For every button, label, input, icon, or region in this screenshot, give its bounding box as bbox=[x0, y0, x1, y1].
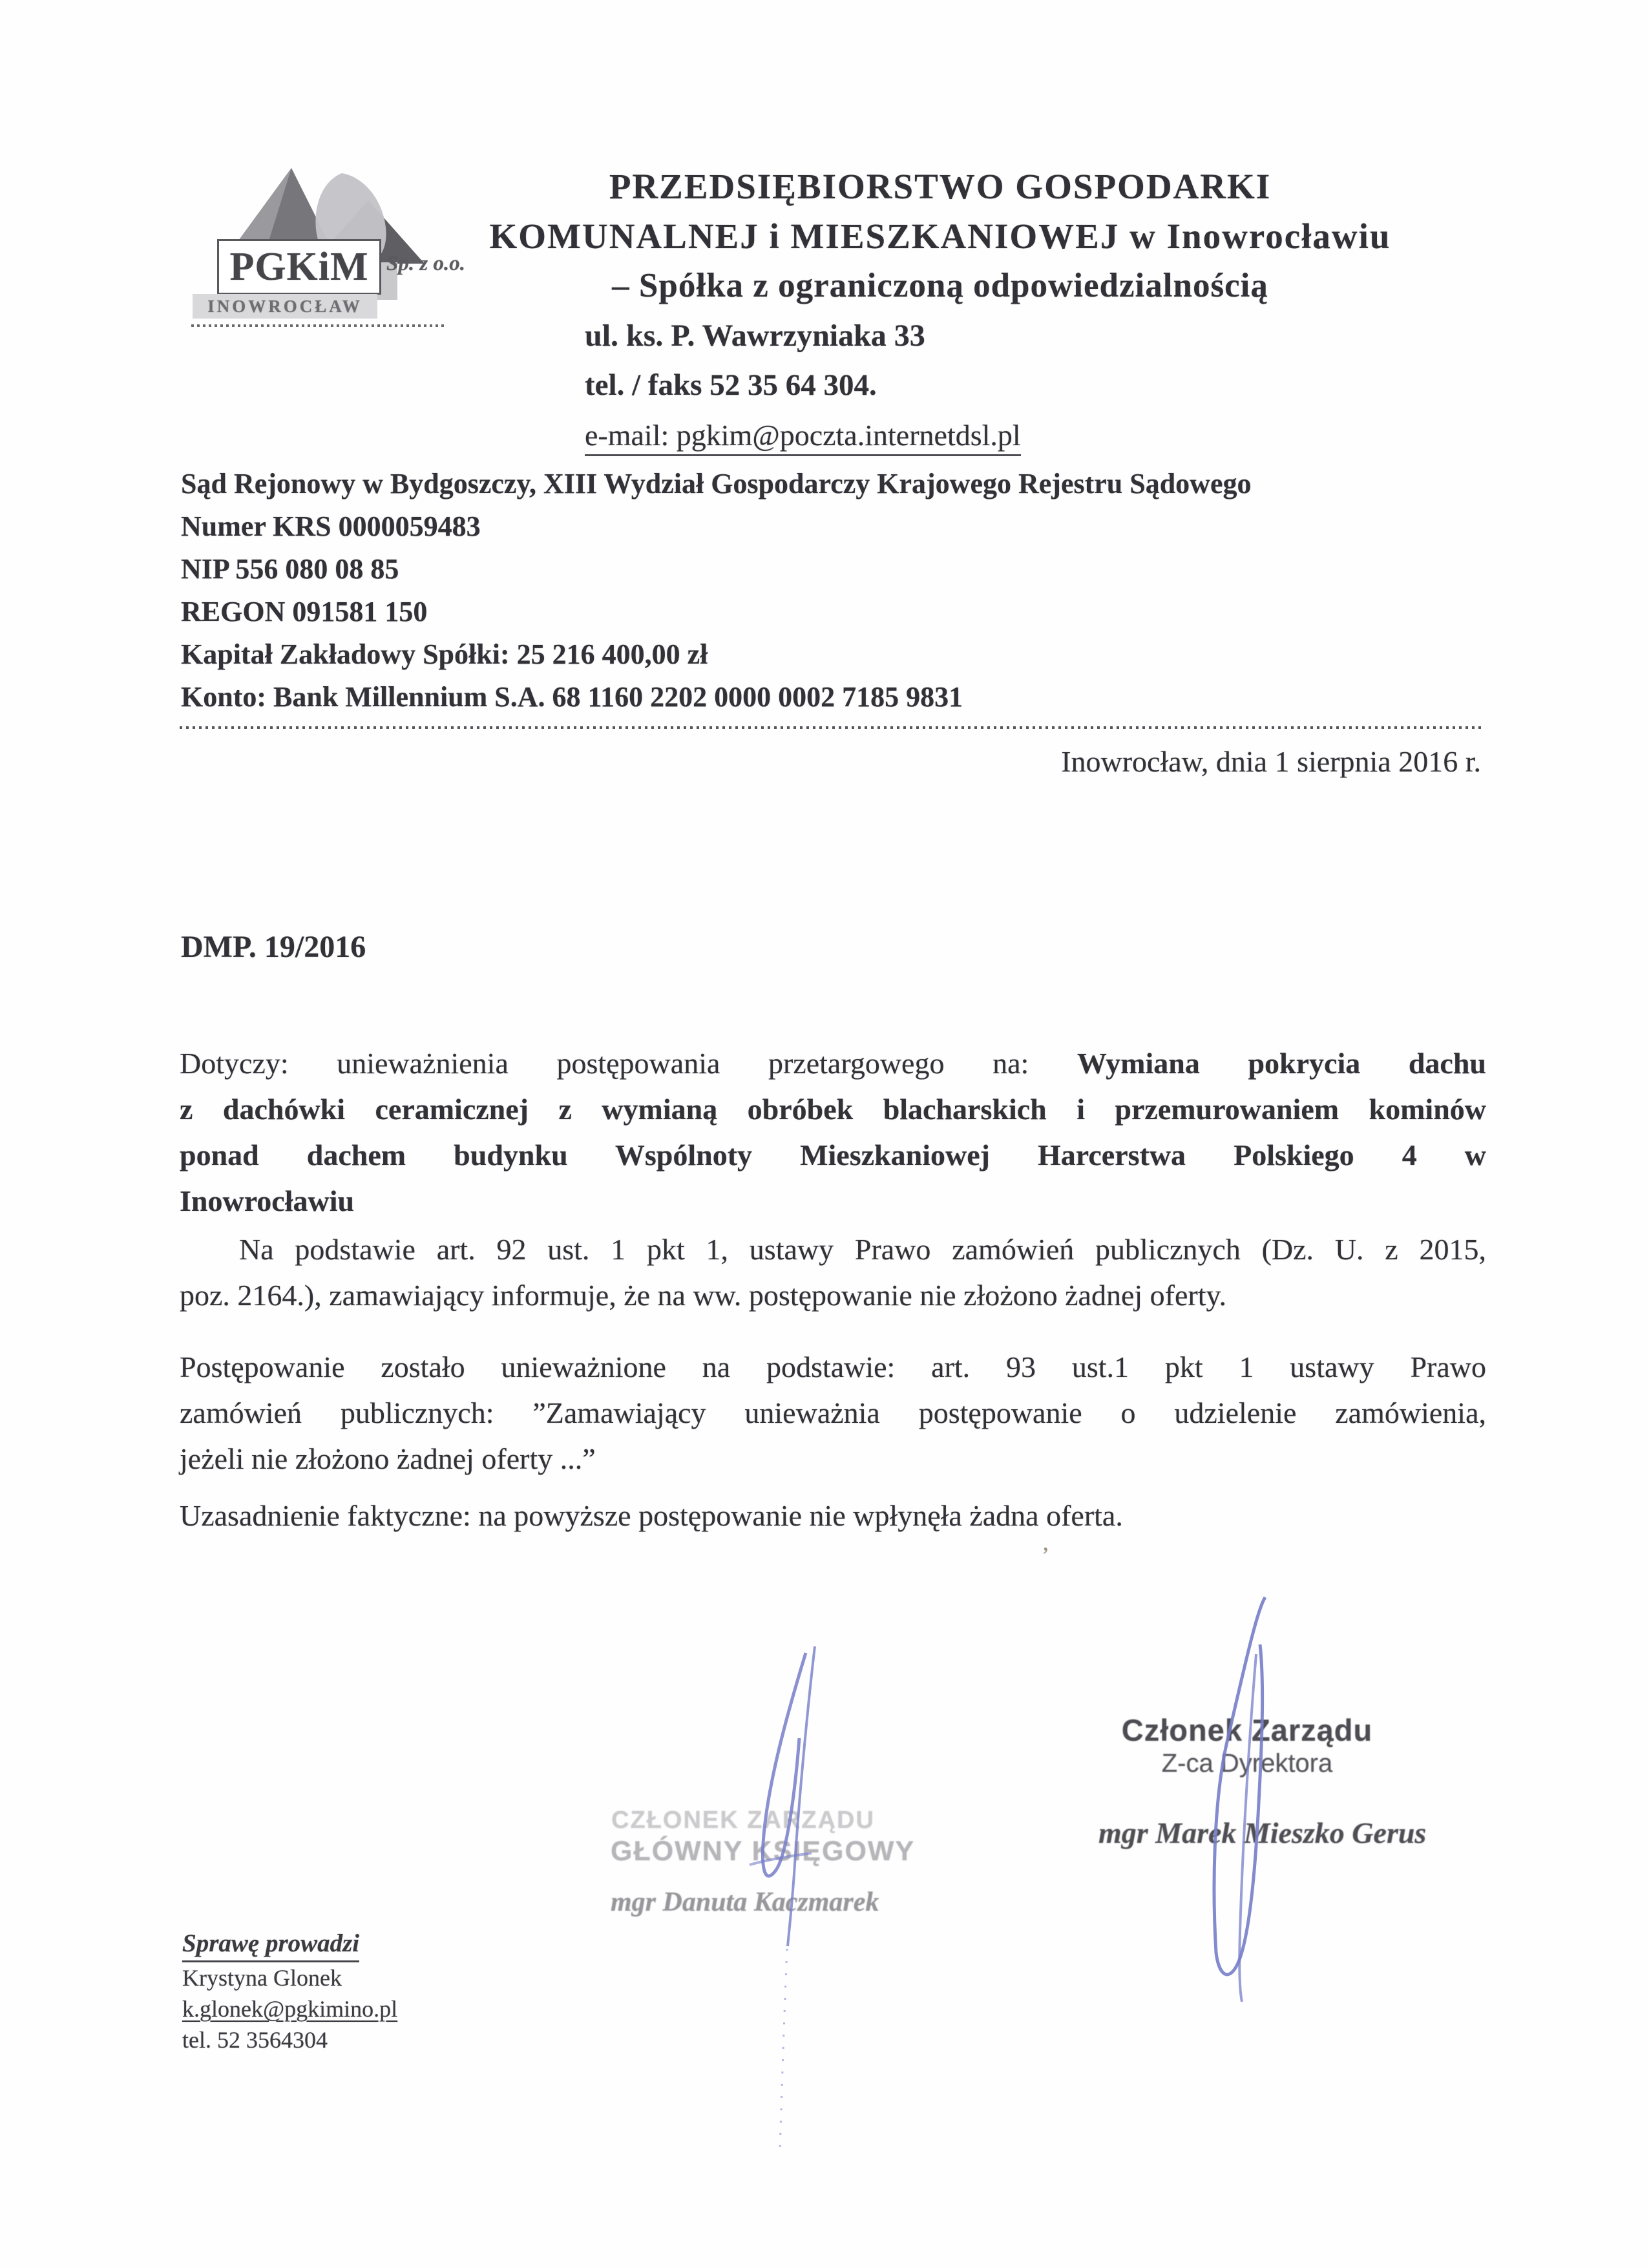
paragraph-justification: Uzasadnienie faktyczne: na powyższe postępowanie nie wpłynęła żadna oferta. bbox=[180, 1499, 1123, 1532]
company-name-line1: PRZEDSIĘBIORSTWO GOSPODARKI bbox=[609, 167, 1272, 206]
logo-suffix: Sp. z o.o. bbox=[386, 252, 465, 275]
registry-court: Sąd Rejonowy w Bydgoszczy, XIII Wydział Gospodarczy Krajowego Rejestru Sądowego bbox=[181, 468, 1252, 499]
letterhead bbox=[452, 162, 1428, 460]
registry-nip: NIP 556 080 08 85 bbox=[181, 553, 399, 585]
company-email bbox=[585, 410, 1428, 460]
logo-brand-text: PGKiM bbox=[229, 244, 369, 289]
stamp-title-line1: CZŁONEK ZARZĄDU bbox=[611, 1807, 875, 1834]
paragraph-annulment bbox=[180, 1344, 1486, 1482]
case-handler-email: k.glonek@pgkimino.pl bbox=[182, 1996, 398, 2022]
dotted-divider bbox=[180, 726, 1482, 729]
registry-capital: Kapitał Zakładowy Spółki: 25 216 400,00 zł bbox=[181, 638, 708, 670]
date-line: Inowrocław, dnia 1 sierpnia 2016 r. bbox=[1061, 745, 1481, 778]
company-email-text: e-mail: pgkim@poczta.internetdsl.pl bbox=[585, 417, 1021, 456]
registry-krs: Numer KRS 0000059483 bbox=[181, 510, 481, 542]
paragraph-legal-basis bbox=[180, 1226, 1486, 1318]
logo-divider bbox=[191, 324, 445, 327]
subject-line bbox=[180, 1040, 1486, 1086]
case-handler-heading: Sprawę prowadzi bbox=[182, 1928, 359, 1962]
pgkim-logo bbox=[180, 154, 470, 335]
subject-bold-start: Wymiana pokrycia dachu bbox=[1077, 1047, 1486, 1080]
stamp-title-line2: Z-ca Dyrektora bbox=[1161, 1749, 1333, 1778]
paragraph-line: zamówień publicznych: ”Zamawiający unieważnia postępowanie o udzielenie zamówienia, bbox=[180, 1396, 1486, 1429]
registry-bank-account: Konto: Bank Millennium S.A. 68 1160 2202 0000 0002 7185 9831 bbox=[181, 681, 963, 713]
case-handler-name: Krystyna Glonek bbox=[182, 1965, 342, 1991]
subject-prefix: Dotyczy: unieważnienia postępowania przetargowego na: bbox=[180, 1047, 1029, 1080]
paragraph-line: poz. 2164.), zamawiający informuje, że na ww. postępowanie nie złożono żadnej oferty. bbox=[180, 1279, 1227, 1312]
company-name-line3: – Spółka z ograniczoną odpowiedzialnością bbox=[612, 267, 1268, 304]
stamp-title-line2: GŁÓWNY KSIĘGOWY bbox=[611, 1836, 916, 1867]
subject-line: z dachówki ceramicznej z wymianą obróbek blacharskich i przemurowaniem kominów bbox=[180, 1093, 1486, 1126]
subject-paragraph bbox=[180, 1040, 1486, 1224]
paragraph-line: jeżeli nie złożono żadnej oferty ...” bbox=[180, 1442, 596, 1475]
paragraph-line: Postępowanie zostało unieważnione na podstawie: art. 93 ust.1 pkt 1 ustawy Prawo bbox=[180, 1350, 1486, 1383]
chief-accountant-stamp bbox=[611, 1807, 916, 1918]
company-address: ul. ks. P. Wawrzyniaka 33 bbox=[585, 319, 925, 353]
stamp-person-name: mgr Marek Mieszko Gerus bbox=[1098, 1816, 1427, 1849]
registry-regon: REGON 091581 150 bbox=[181, 596, 428, 627]
company-phone: tel. / faks 52 35 64 304. bbox=[585, 368, 877, 402]
reference-number: DMP. 19/2016 bbox=[181, 930, 366, 964]
case-handler-phone: tel. 52 3564304 bbox=[182, 2027, 328, 2053]
case-handler-block bbox=[182, 1928, 397, 2055]
logo-brand-box bbox=[217, 239, 381, 295]
subject-line: Inowrocławiu bbox=[180, 1184, 355, 1217]
registry-block bbox=[181, 463, 1499, 719]
stamp-title-line1: Członek Zarządu bbox=[1121, 1713, 1373, 1747]
company-name-line2: KOMUNALNEJ i MIESZKANIOWEJ w Inowrocławiu bbox=[489, 216, 1391, 256]
logo-city: INOWROCŁAW bbox=[193, 294, 377, 319]
board-member-stamp bbox=[1098, 1712, 1427, 1850]
scan-artifact-mark: ’ bbox=[1042, 1542, 1049, 1568]
stamp-person-name: mgr Danuta Kaczmarek bbox=[611, 1887, 879, 1917]
subject-line: ponad dachem budynku Wspólnoty Mieszkaniowej Harcerstwa Polskiego 4 w bbox=[180, 1139, 1486, 1171]
paragraph-line: Na podstawie art. 92 ust. 1 pkt 1, ustawy Prawo zamówień publicznych (Dz. U. z 2015, bbox=[239, 1233, 1486, 1266]
